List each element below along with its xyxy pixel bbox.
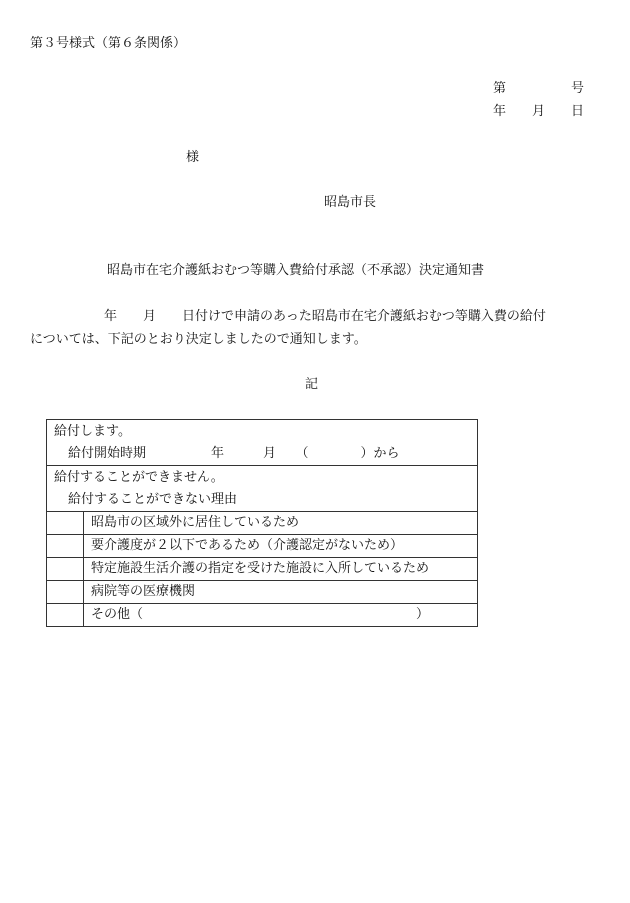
reason-text: 特定施設生活介護の指定を受けた施設に入所しているため bbox=[84, 558, 478, 581]
document-title: 昭島市在宅介護紙おむつ等購入費給付承認（不承認）決定通知書 bbox=[107, 263, 485, 278]
addressee-honorific: 様 bbox=[186, 150, 200, 165]
body-text-line-1: 年 月 日付けで申請のあった昭島市在宅介護紙おむつ等購入費の給付 bbox=[104, 309, 546, 324]
issue-date: 年 月 日 bbox=[493, 104, 585, 119]
reason-checkbox-cell[interactable] bbox=[47, 535, 84, 558]
reason-row bbox=[47, 558, 478, 581]
reason-checkbox-cell[interactable] bbox=[47, 512, 84, 535]
denial-section bbox=[47, 466, 478, 512]
note-heading: 記 bbox=[305, 377, 319, 392]
approval-heading: 給付します。 bbox=[54, 423, 131, 439]
issuer-name: 昭島市長 bbox=[324, 195, 377, 210]
benefit-start-period: 給付開始時期 年 月 （ ）から bbox=[68, 445, 400, 461]
reason-text: 要介護度が２以下であるため（介護認定がないため） bbox=[84, 535, 478, 558]
reason-row bbox=[47, 581, 478, 604]
reason-text-other: その他（ ） bbox=[84, 604, 478, 627]
reason-checkbox-cell[interactable] bbox=[47, 581, 84, 604]
denial-cell bbox=[47, 466, 478, 512]
reason-checkbox-cell[interactable] bbox=[47, 558, 84, 581]
reason-row bbox=[47, 512, 478, 535]
reason-text: 病院等の医療機関 bbox=[84, 581, 478, 604]
approval-cell bbox=[47, 420, 478, 466]
denial-reason-heading: 給付することができない理由 bbox=[68, 491, 238, 507]
body-text-line-2: については、下記のとおり決定しましたので通知します。 bbox=[30, 332, 367, 347]
document-number: 第 号 bbox=[493, 81, 585, 96]
decision-table bbox=[46, 419, 478, 627]
reason-checkbox-cell[interactable] bbox=[47, 604, 84, 627]
approval-section bbox=[47, 420, 478, 466]
denial-heading: 給付することができません。 bbox=[54, 469, 224, 485]
reason-row bbox=[47, 535, 478, 558]
form-number-label: 第３号様式（第６条関係） bbox=[30, 36, 187, 51]
reason-row bbox=[47, 604, 478, 627]
reason-text: 昭島市の区域外に居住しているため bbox=[84, 512, 478, 535]
